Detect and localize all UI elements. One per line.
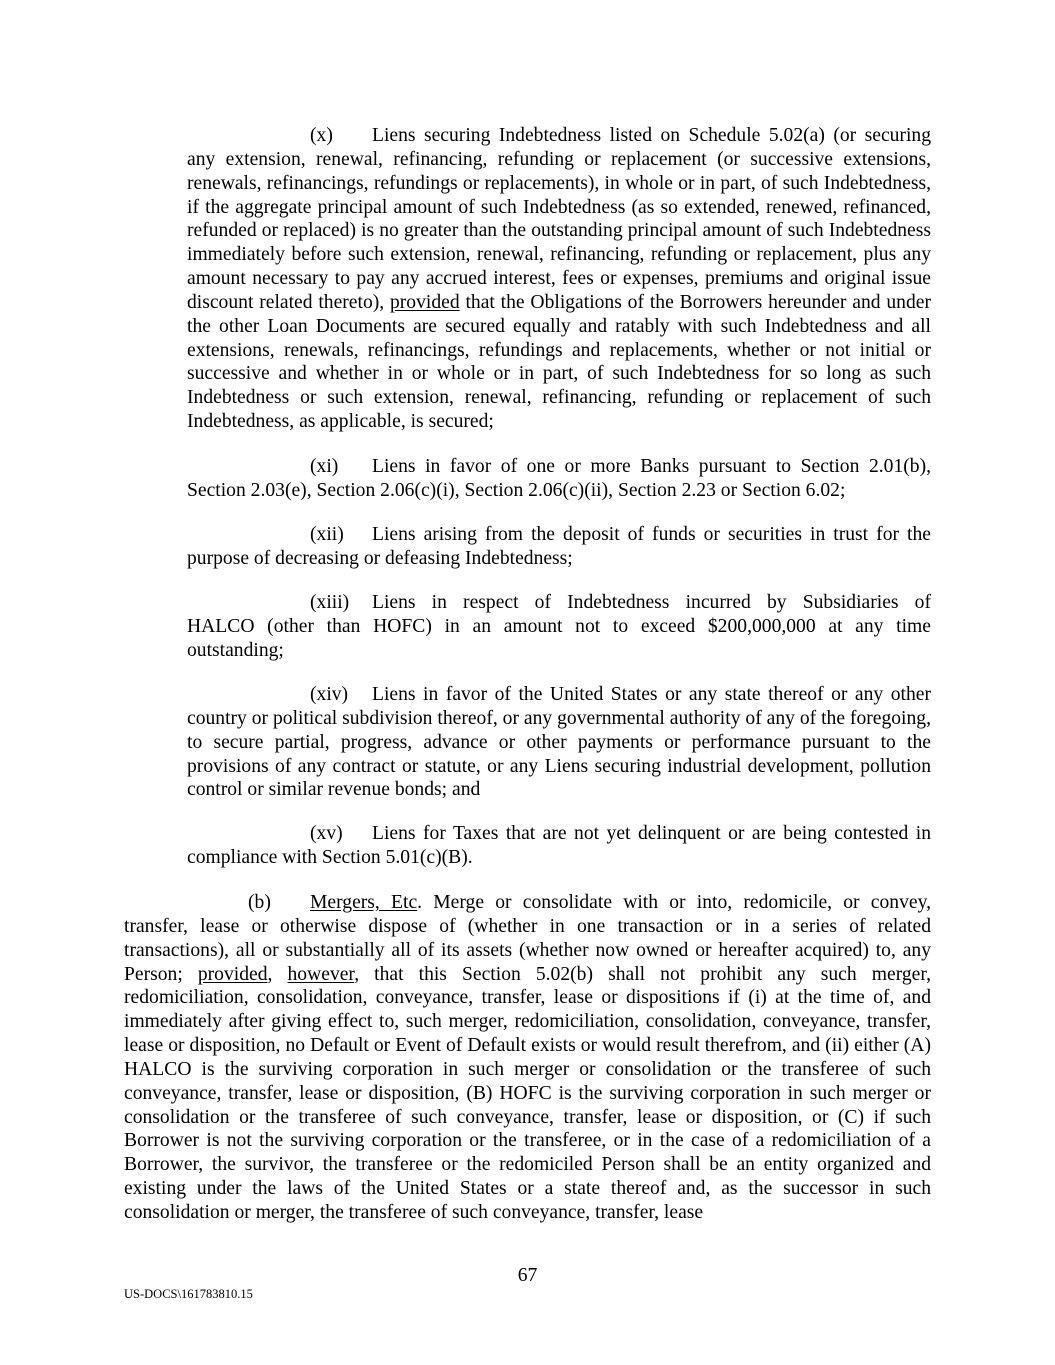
document-id: US-DOCS\161783810.15 [124,1287,253,1301]
clause-text: compliance with Section 5.01(c)(B). [187,846,473,868]
section-text: , [267,963,288,985]
clause-xiii [187,591,931,663]
section-label: (b) [248,892,271,913]
clause-first-line [187,683,931,707]
clause-xiv [187,683,931,802]
clause-text: Liens arising from the deposit of funds or securities in trust for the [372,524,931,545]
section-first-line [124,891,931,915]
section-heading: Mergers, Etc [310,892,418,913]
clause-text: Section 2.03(e), Section 2.06(c)(i), Section 2.06(c)(ii), Section 2.23 or Section 6.02; [187,479,846,501]
clause-first-line [187,455,931,479]
page-number: 67 [517,1265,538,1286]
clause-text: Liens in respect of Indebtedness incurred by Subsidiaries of [372,592,931,613]
clause-text: that the Obligations of the Borrowers hereunder and under the other Loan Documents are secured equally and ratably with such Indebtedness and all extensions, renewals, refinancings, refundings and replacements, whether or not initial or successive and whether in or whole or in part, of such Indebtedness for so long as such Indebtedness or such extension, renewal, refinancing, refunding or replacement of such Indebtedness, as applicable, is secured; [187,291,931,433]
section-text: transfer, lease or otherwise dispose of (whether in one transaction or in a series of related transactions), all or substantially all of its assets (whether now owned or hereafter acquired) to, any Person; [124,915,931,985]
clause-xv [187,822,931,870]
clause-xii [187,523,931,571]
clause-text: country or political subdivision thereof, or any governmental authority of any of the foregoing, to secure partial, progress, advance or other payments or performance pursuant to the provisions of any contract or statute, or any Liens securing industrial development, pollution control or similar revenue bonds; and [187,707,931,801]
underlined-term: provided [389,291,460,313]
clause-label: (xiii) [310,592,350,613]
clause-xi [187,455,931,503]
clause-text: HALCO (other than HOFC) in an amount not to exceed $200,000,000 at any time outstanding; [187,615,931,661]
clause-text: any extension, renewal, refinancing, refunding or replacement (or successive extensions, renewals, refinancings, refundings or replacements), in whole or in part, of such Indebtedness, if the aggregate principal amount of such Indebtedness (as so extended, renewed, refinanced, refunded or replaced) is no greater than the outstanding principal amount of such Indebtedness immediately before such extension, renewal, refinancing, refunding or replacement, plus any amount necessary to pay any accrued interest, fees or expenses, premiums and original issue discount related thereto), [187,148,931,313]
clause-x [187,124,931,434]
clause-label: (xi) [310,456,339,477]
clause-first-line [187,591,931,615]
clause-label: (xiv) [310,684,349,705]
clause-first-line [187,822,931,846]
clause-text: Liens for Taxes that are not yet delinquent or are being contested in [372,823,931,844]
clause-text: Liens in favor of one or more Banks pursuant to Section 2.01(b), [372,456,931,477]
section-text: , that this Section 5.02(b) shall not prohibit any such merger, redomiciliation, consolidation, conveyance, transfer, lease or dispositions if (i) at the time of, and immediately after giving effect to, such merger, redomiciliation, consolidation, conveyance, transfer, lease or disposition, no Default or Event of Default exists or would result therefrom, and (ii) either (A) HALCO is the surviving corporation in such merger or consolidation or the transferee of such conveyance, transfer, lease or disposition, (B) HOFC is the surviving corporation in such merger or consolidation or the transferee of such conveyance, transfer, lease or disposition, or (C) if such Borrower is not the surviving corporation or the transferee, or in the case of a redomiciliation of a Borrower, the survivor, the transferee or the redomiciled Person shall be an entity organized and existing under the laws of the United States or a state thereof and, as the successor in such consolidation or merger, the transferee of such conveyance, transfer, lease [124,963,931,1223]
clause-text: Liens securing Indebtedness listed on Schedule 5.02(a) (or securing [372,125,931,146]
clause-first-line [187,124,931,148]
clause-label: (xv) [310,823,343,844]
clause-first-line [187,523,931,547]
clause-label: (xii) [310,524,344,545]
clause-text: Liens in favor of the United States or any state thereof or any other [372,684,931,705]
section-text: . Merge or consolidate with or into, redomicile, or convey, [417,892,931,913]
section-b-mergers [124,891,931,1225]
underlined-term: however [287,963,355,985]
clause-text: purpose of decreasing or defeasing Indebtedness; [187,547,573,569]
underlined-term: provided [197,963,268,985]
clause-label: (x) [310,125,333,146]
